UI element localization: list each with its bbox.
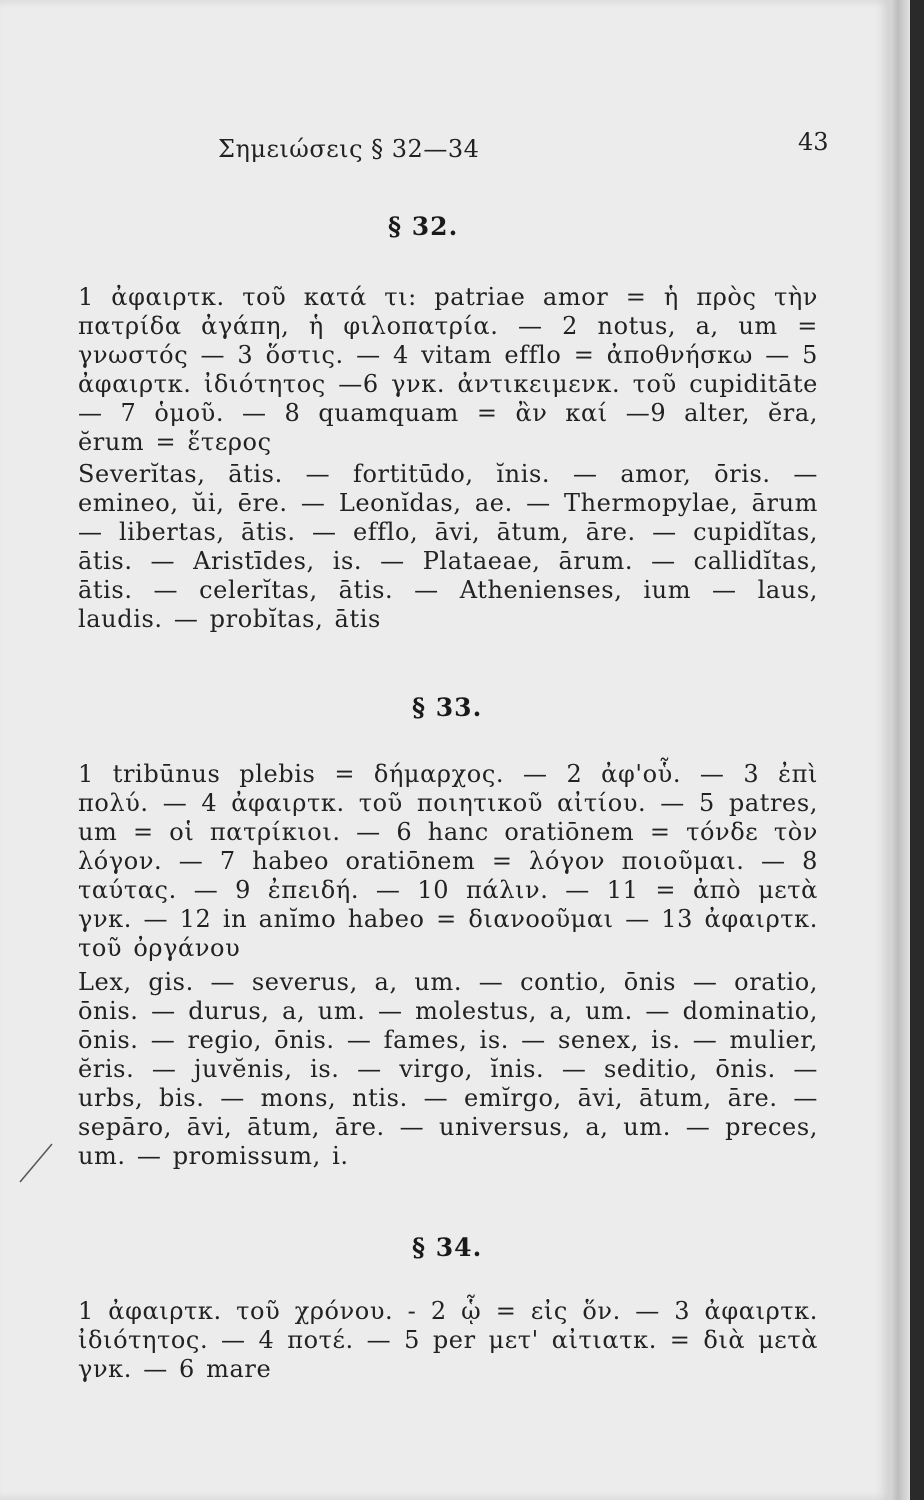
section-heading-32: § 32. [388,212,459,241]
page-edge [890,0,910,1500]
page-number: 43 [798,128,829,156]
section-33-notes: 1 tribūnus plebis = δήμαρχος. — 2 ἀφ'οὗ. — 3 ἐπὶ πολύ. — 4 ἀφαιρτκ. τοῦ ποιητικοῦ αἰτίου. — 5 patres, um = οἱ πατρίκιοι. — 6 hanc oratiōnem = τόνδε τὸν λόγον. — 7 habeo oratiōnem = λόγον ποιοῦμαι. — 8 ταύτας. — 9 ἐπειδή. — 10 πάλιν. — 11 = ἀπὸ μετὰ γνκ. — 12 in anĭmo habeo = διανοοῦμαι — 13 ἀφαιρτκ. τοῦ ὀργάνου [78,760,818,962]
section-34-notes: 1 ἀφαιρτκ. τοῦ χρόνου. - 2 ᾧ = εἰς ὅν. — 3 ἀφαιρτκ. ἰδιότητος. — 4 ποτέ. — 5 per μετ' αἰτιατκ. = διὰ μετὰ γνκ. — 6 mare [78,1297,818,1383]
pencil-slash-mark [16,1140,56,1186]
section-heading-33: § 33. [412,693,483,722]
section-33-vocabulary: Lex, gis. — severus, a, um. — contio, ōnis — oratio, ōnis. — durus, a, um. — molestus, a, um. — dominatio, ōnis. — regio, ōnis. — fames, is. — senex, is. — mulier, ĕris. — juvĕnis, is. — virgo, ĭnis. — seditio, ōnis. — urbs, bis. — mons, ntis. — emĭrgo, āvi, ātum, āre. — sepāro, āvi, ātum, āre. — universus, a, um. — preces, um. — promissum, i. [78,968,818,1170]
section-32-notes: 1 ἀφαιρτκ. τοῦ κατά τι: patriae amor = ἡ πρὸς τὴν πατρίδα ἀγάπη, ἡ φιλοπατρία. — 2 notus, a, um = γνωστός — 3 ὅστις. — 4 vitam efflo = ἀποθνήσκω — 5 ἀφαιρτκ. ἰδιότητος —6 γνκ. ἀντικειμενκ. τοῦ cupiditāte — 7 ὁμοῦ. — 8 quamquam = ἂν καί —9 alter, ĕra, ĕrum = ἕτερος [78,283,818,456]
section-heading-34: § 34. [412,1233,483,1262]
section-32-vocabulary: Severĭtas, ātis. — fortitūdo, ĭnis. — amor, ōris. — emineo, ŭi, ēre. — Leonĭdas, ae. — Thermopylae, ārum — libertas, ātis. — efflo, āvi, ātum, āre. — cupidĭtas, ātis. — Aristīdes, is. — Plataeae, ārum. — callidĭtas, ātis. — celerĭtas, ātis. — Athenienses, ium — laus, laudis. — probĭtas, ātis [78,460,818,633]
running-title: Σημειώσεις § 32—34 [218,135,480,163]
